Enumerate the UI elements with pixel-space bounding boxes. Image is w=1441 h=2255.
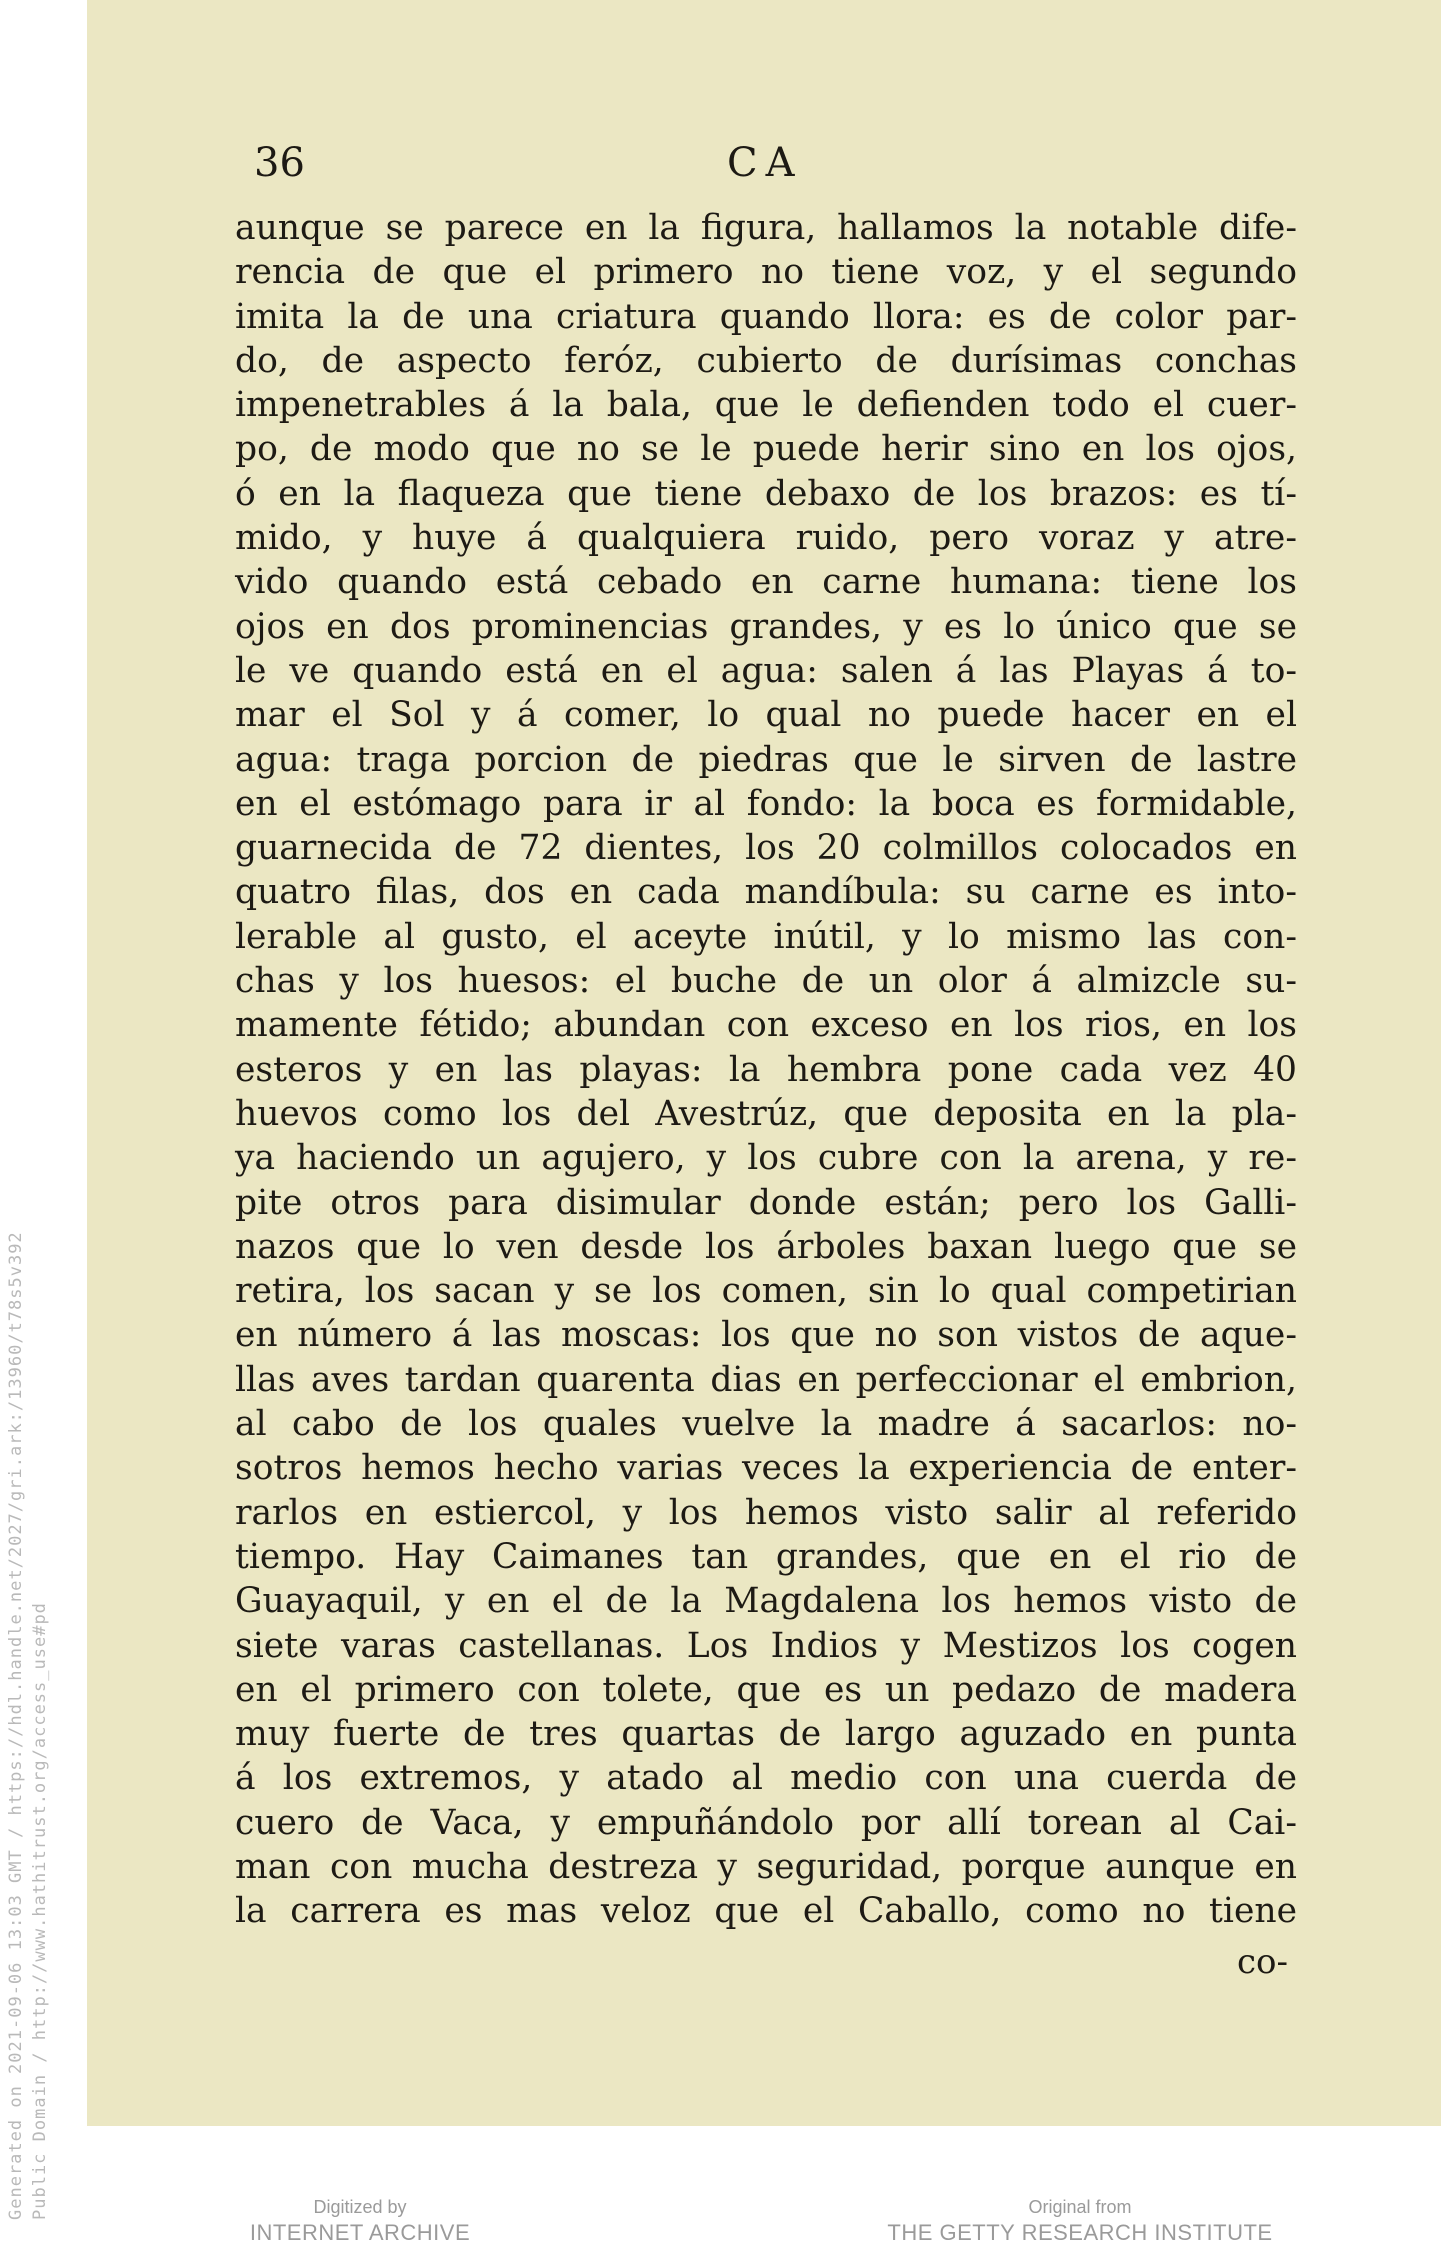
text-line: cuero de Vaca, y empuñándolo por allí torean al Cai- [235, 1802, 1297, 1843]
text-line: huevos como los del Avestrúz, que deposita en la pla- [235, 1093, 1297, 1134]
text-line: tiempo. Hay Caimanes tan grandes, que en el rio de [235, 1536, 1297, 1577]
text-line: muy fuerte de tres quartas de largo aguzado en punta [235, 1714, 1297, 1755]
text-line: la carrera es mas veloz que el Caballo, como no tiene [235, 1891, 1297, 1932]
text-line: vido quando está cebado en carne humana: tiene los [235, 562, 1297, 603]
text-line: ó en la flaqueza que tiene debaxo de los brazos: es tí- [235, 473, 1297, 514]
text-line: esteros y en las playas: la hembra pone cada vez 40 [235, 1049, 1297, 1090]
original-from-label: Original from [1028, 2197, 1132, 2217]
text-line: po, de modo que no se le puede herir sino en los ojos, [235, 429, 1297, 470]
text-line: aunque se parece en la figura, hallamos la notable dife- [235, 208, 1297, 248]
text-line: siete varas castellanas. Los Indios y Mestizos los cogen [235, 1625, 1297, 1666]
text-line: nazos que lo ven desde los árboles baxan luego que se [235, 1226, 1297, 1267]
text-line: Guayaquil, y en el de la Magdalena los hemos visto de [235, 1581, 1297, 1622]
text-line: llas aves tardan quarenta dias en perfeccionar el embrion, [235, 1359, 1297, 1400]
public-domain-stamp-text: Public Domain / http://www.hathitrust.org/access_use#pd [30, 1602, 50, 2220]
hathitrust-stamp [0, 0, 60, 2255]
generated-stamp-text: Generated on 2021-09-06 13:03 GMT / https://hdl.handle.net/2027/gri.ark:/13960/t78s5v392 [6, 1231, 26, 2220]
catchword: co- [1237, 1942, 1288, 1982]
text-line: al cabo de los quales vuelve la madre á sacarlos: no- [235, 1404, 1297, 1445]
text-line: mar el Sol y á comer, lo qual no puede hacer en el [235, 695, 1297, 736]
text-line: agua: traga porcion de piedras que le sirven de lastre [235, 739, 1297, 780]
text-line: imita la de una criatura quando llora: es de color par- [235, 296, 1297, 337]
text-line: en el primero con tolete, que es un pedazo de madera [235, 1669, 1297, 1710]
text-line: mido, y huye á qualquiera ruido, pero voraz y atre- [235, 518, 1297, 559]
digitized-by-credit [210, 2195, 510, 2247]
digitized-by-label: Digitized by [313, 2197, 407, 2217]
text-line: man con mucha destreza y seguridad, porque aunque en [235, 1846, 1297, 1887]
text-line: en número á las moscas: los que no son vistos de aque- [235, 1315, 1297, 1356]
text-line: sotros hemos hecho varias veces la experiencia de enter- [235, 1448, 1297, 1489]
running-head: CA [727, 140, 803, 186]
original-from-credit [860, 2195, 1300, 2247]
scanned-page [87, 0, 1441, 2126]
text-line: impenetrables á la bala, que le defienden todo el cuer- [235, 385, 1297, 426]
text-line: lerable al gusto, el aceyte inútil, y lo mismo las con- [235, 916, 1297, 957]
text-line: ojos en dos prominencias grandes, y es lo único que se [235, 606, 1297, 647]
text-line: rarlos en estiercol, y los hemos visto salir al referido [235, 1492, 1297, 1533]
text-line: retira, los sacan y se los comen, sin lo qual competirian [235, 1271, 1297, 1312]
text-line: mamente fétido; abundan con exceso en los rios, en los [235, 1005, 1297, 1046]
text-line: chas y los huesos: el buche de un olor á almizcle su- [235, 961, 1297, 1002]
text-line: ya haciendo un agujero, y los cubre con la arena, y re- [235, 1138, 1297, 1179]
footer [0, 2195, 1441, 2255]
text-line: rencia de que el primero no tiene voz, y el segundo [235, 252, 1297, 293]
body-text [235, 206, 1297, 1934]
page-number: 36 [254, 140, 305, 186]
internet-archive-label: INTERNET ARCHIVE [249, 2220, 471, 2245]
page-header [87, 140, 1441, 200]
text-line: á los extremos, y atado al medio con una cuerda de [235, 1758, 1297, 1799]
text-line: pite otros para disimular donde están; pero los Galli- [235, 1182, 1297, 1223]
text-line: le ve quando está en el agua: salen á las Playas á to- [235, 650, 1297, 691]
text-line: do, de aspecto feróz, cubierto de durísimas conchas [235, 340, 1297, 381]
text-line: guarnecida de 72 dientes, los 20 colmillos colocados en [235, 828, 1297, 869]
text-line: en el estómago para ir al fondo: la boca es formidable, [235, 783, 1297, 824]
text-line: quatro filas, dos en cada mandíbula: su carne es into- [235, 872, 1297, 913]
getty-institute-label: THE GETTY RESEARCH INSTITUTE [887, 2220, 1273, 2245]
